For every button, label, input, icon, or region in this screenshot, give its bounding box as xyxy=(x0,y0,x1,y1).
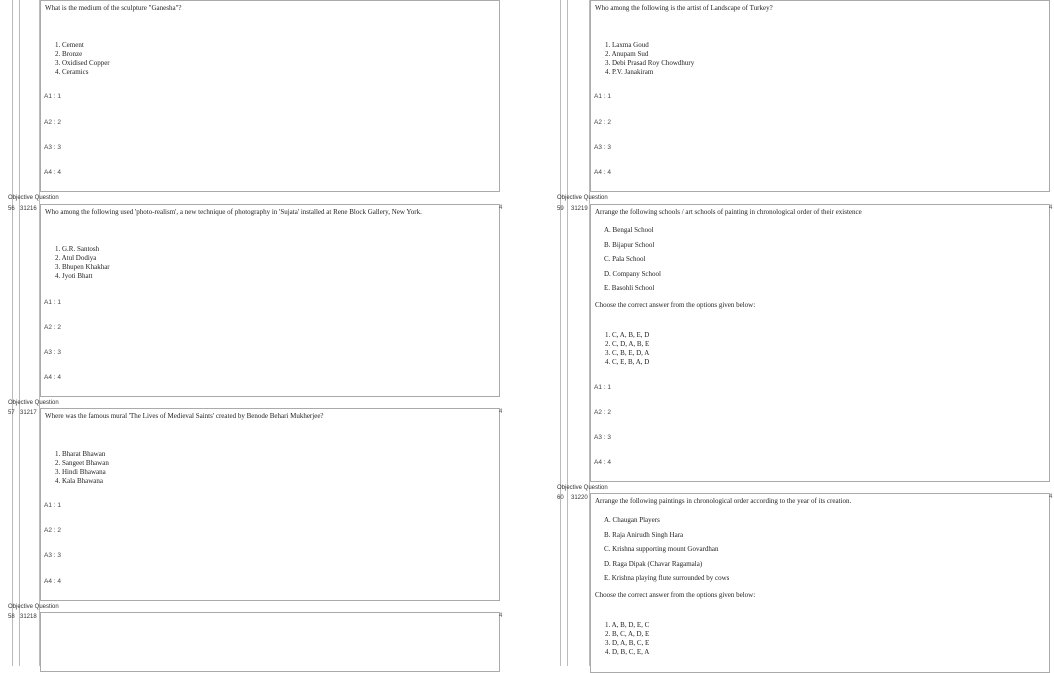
item: D. Company School xyxy=(604,269,661,278)
option: 2. Sangeet Bhawan xyxy=(55,459,109,467)
marks-indicator: 4 xyxy=(499,409,503,415)
option: 3. C, B, E, D, A xyxy=(605,349,650,357)
question-text: Who among the following used 'photo-realism', a new technique of photography in 'Sujata' installed at Rene Block Gallery, New York. xyxy=(45,208,422,216)
option: 2. Anupam Sud xyxy=(605,50,649,58)
option: 3. Oxidised Copper xyxy=(55,59,110,67)
item: B. Raja Anirudh Singh Hara xyxy=(604,530,684,539)
right-column xyxy=(557,0,1052,666)
option: 3. Hindi Bhawana xyxy=(55,468,106,476)
answer-key: A4 : 4 xyxy=(594,459,611,466)
item: D. Raga Dipak (Chavar Ragamala) xyxy=(604,559,703,568)
option: 4. Kala Bhawana xyxy=(55,477,104,485)
item: B. Bijapur School xyxy=(604,240,655,249)
options-list xyxy=(605,621,649,657)
instruction-text: Choose the correct answer from the options given below: xyxy=(595,301,756,309)
answer-key: A3 : 3 xyxy=(44,552,61,559)
question-number: 57 xyxy=(8,410,15,416)
question-text: Who among the following is the artist of Landscape of Turkey? xyxy=(595,4,773,12)
answer-key: A1 : 1 xyxy=(594,93,611,100)
column-rule xyxy=(567,0,568,666)
options-list xyxy=(605,41,694,77)
answer-key: A4 : 4 xyxy=(594,169,611,176)
answer-key: A3 : 3 xyxy=(594,434,611,441)
options-list xyxy=(55,245,110,281)
question-text: Arrange the following schools / art schools of painting in chronological order of their existence xyxy=(595,208,862,216)
answer-key: A4 : 4 xyxy=(44,578,61,585)
answer-key: A4 : 4 xyxy=(44,169,61,176)
column-rule xyxy=(19,0,20,666)
marks-indicator: 4 xyxy=(1049,205,1053,211)
option: 4. P.V. Janakiram xyxy=(605,68,654,76)
option: 2. Atul Dodiya xyxy=(55,254,97,262)
question-box-cont xyxy=(590,0,1050,192)
section-header: Objective Question xyxy=(8,400,59,406)
option: 1. A, B, D, E, C xyxy=(605,621,650,629)
section-header: Objective Question xyxy=(8,604,59,610)
section-header: Objective Question xyxy=(8,195,59,201)
options-list xyxy=(55,450,109,486)
question-id: 31217 xyxy=(20,410,37,416)
answer-key: A1 : 1 xyxy=(44,502,61,509)
marks-indicator: 4 xyxy=(1049,494,1053,500)
item: A. Bengal School xyxy=(604,226,654,234)
question-number: 59 xyxy=(557,206,564,212)
answer-key: A2 : 2 xyxy=(44,119,61,126)
answer-key: A1 : 1 xyxy=(44,299,61,306)
answer-key: A2 : 2 xyxy=(594,119,611,126)
question-box-60 xyxy=(590,493,1053,673)
option: 4. C, E, B, A, D xyxy=(605,358,650,366)
answer-key: A4 : 4 xyxy=(44,374,61,381)
question-id: 31219 xyxy=(571,206,588,212)
item: C. Pala School xyxy=(604,255,646,263)
answer-key: A3 : 3 xyxy=(44,144,61,151)
option: 3. Debi Prasad Roy Chowdhury xyxy=(605,59,695,67)
item: E. Krishna playing flute surrounded by cows xyxy=(604,574,730,582)
answer-key: A3 : 3 xyxy=(44,349,61,356)
column-rule xyxy=(560,0,561,666)
option: 1. Bharat Bhawan xyxy=(55,450,106,458)
section-header: Objective Question xyxy=(557,195,608,201)
option: 3. D, A, B, C, E xyxy=(605,639,650,647)
option: 1. C, A, B, E, D xyxy=(605,331,650,339)
items-list xyxy=(604,223,661,296)
answer-key: A2 : 2 xyxy=(44,527,61,534)
option: 1. Cement xyxy=(55,41,84,49)
answer-key: A2 : 2 xyxy=(44,324,61,331)
answer-key: A3 : 3 xyxy=(594,144,611,151)
question-box-57 xyxy=(40,408,503,601)
options-list xyxy=(55,41,110,77)
option: 4. Ceramics xyxy=(55,68,89,76)
items-list xyxy=(604,513,729,586)
question-number: 60 xyxy=(557,495,564,501)
option: 3. Bhupen Khakhar xyxy=(55,263,110,271)
question-text: Arrange the following paintings in chronological order according to the year of its creation. xyxy=(595,497,852,505)
column-rule xyxy=(12,0,13,666)
question-box-58 xyxy=(40,612,503,672)
option: 2. B, C, A, D, E xyxy=(605,630,650,638)
question-box-55 xyxy=(40,0,500,192)
question-box-56 xyxy=(40,204,503,397)
item: E. Basohli School xyxy=(604,284,655,292)
instruction-text: Choose the correct answer from the options given below: xyxy=(595,591,756,599)
question-number: 58 xyxy=(8,614,15,620)
marks-indicator: 4 xyxy=(499,205,503,211)
answer-key: A1 : 1 xyxy=(44,93,61,100)
question-box-59 xyxy=(590,204,1053,482)
question-text: Where was the famous mural 'The Lives of Medieval Saints' created by Benode Behari Mukherjee? xyxy=(45,412,324,420)
item: A. Chaugan Players xyxy=(604,516,660,524)
option: 4. Jyoti Bhatt xyxy=(55,272,93,280)
question-id: 31220 xyxy=(571,495,588,501)
question-text: What is the medium of the sculpture "Ganesha"? xyxy=(45,4,182,12)
options-list xyxy=(605,331,649,367)
option: 2. C, D, A, B, E xyxy=(605,340,650,348)
answer-key: A2 : 2 xyxy=(594,409,611,416)
option: 1. G.R. Santosh xyxy=(55,245,100,253)
option: 2. Bronze xyxy=(55,50,83,58)
question-id: 31216 xyxy=(20,206,37,212)
question-id: 31218 xyxy=(20,614,37,620)
marks-indicator: 4 xyxy=(499,613,503,619)
left-column xyxy=(8,0,502,666)
answer-key: A1 : 1 xyxy=(594,384,611,391)
item: C. Krishna supporting mount Govardhan xyxy=(604,545,719,553)
section-header: Objective Question xyxy=(557,485,608,491)
option: 1. Laxma Goud xyxy=(605,41,649,49)
question-number: 56 xyxy=(8,206,15,212)
option: 4. D, B, C, E, A xyxy=(605,648,650,656)
